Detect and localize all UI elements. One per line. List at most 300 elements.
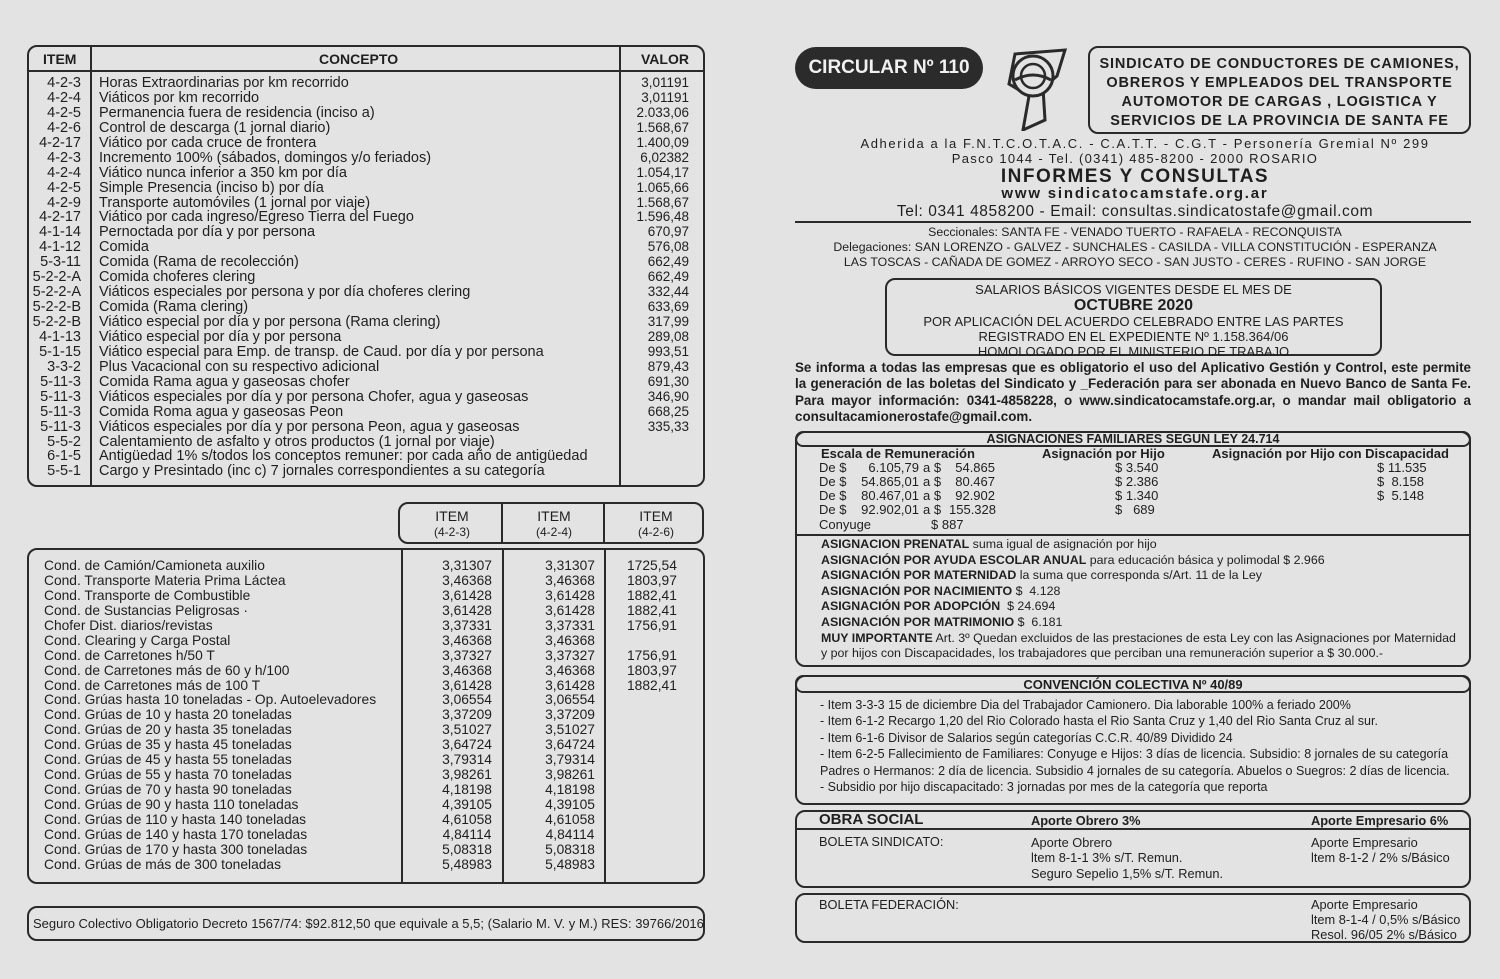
value-4-2-4: 3,64724	[545, 737, 595, 753]
item-concept: Viático especial para Emp. de transp. de Caud. por día y por persona	[99, 343, 544, 360]
table-row	[29, 828, 703, 843]
asignacion-line	[821, 584, 1060, 600]
seccionales-line: Seccionales: SANTA FE - VENADO TUERTO - RAFAELA - RECONQUISTA	[928, 225, 1342, 239]
asignacion-label: ASIGNACIÓN POR MATRIMONIO	[821, 615, 1015, 629]
value-4-2-6: 1756,91	[627, 617, 677, 633]
asignacion-line	[821, 615, 1062, 631]
item-concept: Viáticos especiales por día y por persona Peon, agua y gaseosas	[99, 418, 520, 435]
value-4-2-3: 3,79314	[442, 752, 492, 768]
table-row	[29, 315, 703, 330]
item-code: 5-5-2	[47, 433, 81, 450]
asignacion-text: la suma que corresponda s/Art. 11 de la Ley	[1016, 568, 1262, 583]
item-value: 1.596,48	[636, 209, 689, 225]
fed-line: Resol. 96/05 2% s/Básico	[1311, 927, 1457, 942]
obrero-line: Aporte Obrero	[1031, 835, 1113, 850]
item-concept: Cargo y Presintado (inc c) 7 jornales correspondientes a su categoría	[99, 463, 545, 480]
asignacion-line	[821, 537, 1157, 553]
asignacion-text: $ 6.181	[1014, 615, 1063, 629]
table-row	[29, 679, 703, 694]
table-row	[29, 693, 703, 708]
item-concept: Comida Rama agua y gaseosas chofer	[99, 373, 350, 390]
salarios-line: HOMOLOGADO POR EL MINISTERIO DE TRABAJO	[977, 344, 1290, 359]
item-value: 662,49	[647, 254, 689, 270]
item-code: 4-2-4	[47, 89, 81, 106]
item-concept: Comida (Rama clering)	[99, 299, 249, 316]
asignacion-label: ASIGNACIÓN POR MATERNIDAD	[821, 568, 1017, 583]
convencion-line: - Item 6-1-6 Divisor de Salarios según categorías C.C.R. 40/89 Dividido 24	[820, 730, 1233, 745]
item-concept: Viáticos especiales por persona y por día choferes clering	[99, 284, 471, 301]
fed-line: Aporte Empresario	[1311, 897, 1418, 912]
item-concept: Permanencia fuera de residencia (inciso a)	[99, 104, 375, 121]
table-row	[29, 464, 703, 479]
value-4-2-3: 3,98261	[442, 767, 492, 783]
col-disc: Asignación por Hijo con Discapacidad	[1212, 446, 1449, 461]
item-code: 5-11-3	[40, 418, 81, 435]
value-4-2-4: 3,46368	[545, 662, 595, 678]
table-row	[29, 559, 703, 574]
union-line: OBREROS Y EMPLEADOS DEL TRANSPORTE	[1106, 75, 1453, 91]
header-valor: VALOR	[641, 51, 689, 67]
item-concept: Comida Roma agua y gaseosas Peon	[99, 403, 344, 420]
conductor-category: Cond. Grúas de 35 y hasta 45 toneladas	[44, 737, 292, 753]
value-4-2-4: 3,37327	[545, 647, 595, 663]
aporte-obrero: Aporte Obrero 3%	[1031, 813, 1141, 828]
item-value: 332,44	[647, 284, 689, 300]
scale-a: a $	[923, 488, 942, 503]
website: www sindicatocamstafe.org.ar	[1001, 185, 1269, 202]
item-code: 4-2-3	[47, 75, 81, 91]
divider	[797, 828, 1469, 830]
cond-header-2: ITEM (4-2-4)	[535, 508, 572, 539]
conductor-category: Cond. Transporte Materia Prima Láctea	[44, 572, 286, 588]
salarios-line: SALARIOS BÁSICOS VIGENTES DESDE EL MES DE	[975, 282, 1292, 297]
table-row	[29, 151, 703, 166]
value-4-2-3: 3,46368	[442, 632, 492, 648]
table-row	[29, 405, 703, 420]
scale-hijo: $ 2.386	[1115, 474, 1159, 489]
value-4-2-6: 1882,41	[627, 602, 677, 618]
value-4-2-6: 1725,54	[627, 558, 677, 573]
item-code: 4-1-14	[39, 224, 81, 241]
conductor-category: Cond. Grúas de 45 y hasta 55 toneladas	[44, 752, 292, 768]
convencion-box	[795, 675, 1471, 805]
conductor-category: Cond. Grúas de 10 y hasta 20 toneladas	[44, 707, 292, 723]
salarios-line: REGISTRADO EN EL EXPEDIENTE Nº 1.158.364/06	[978, 329, 1289, 344]
value-4-2-3: 4,39105	[442, 797, 492, 812]
table-row	[29, 255, 703, 270]
table-row	[29, 360, 703, 375]
table-row	[29, 783, 703, 798]
value-4-2-3: 3,51027	[442, 722, 492, 738]
scale-from: 6.105,79	[868, 460, 919, 475]
scale-from: 54.865,01	[861, 474, 919, 489]
divider	[797, 534, 1469, 536]
conductor-category: Cond. Grúas hasta 10 toneladas - Op. Autoelevadores	[44, 692, 377, 708]
table-row	[29, 798, 703, 813]
conductor-category: Cond. Grúas de 55 y hasta 70 toneladas	[44, 767, 292, 783]
scale-hijo: $ 3.540	[1115, 460, 1159, 475]
boleta-sindicato: BOLETA SINDICATO:	[819, 834, 944, 849]
table-row	[29, 768, 703, 783]
table-row	[29, 285, 703, 300]
table-row	[29, 181, 703, 196]
circular-number: CIRCULAR Nº 110	[795, 47, 983, 89]
items-rows	[29, 76, 703, 479]
item-value: 3,01191	[641, 75, 689, 90]
asignacion-text: suma igual de asignación por hijo	[969, 537, 1157, 551]
value-4-2-4: 4,84114	[545, 826, 595, 842]
item-code: 5-11-3	[40, 388, 81, 405]
table-row	[29, 225, 703, 240]
item-concept: Comida choferes clering	[99, 269, 256, 286]
item-concept: Control de descarga (1 jornal diario)	[99, 119, 331, 136]
item-code: 5-5-1	[47, 463, 81, 480]
item-value: 662,49	[647, 269, 689, 285]
value-4-2-3: 3,06554	[442, 692, 492, 708]
item-concept: Calentamiento de asfalto y otros productos (1 jornal por viaje)	[99, 433, 495, 450]
conductor-category: Cond. Grúas de 20 y hasta 35 toneladas	[44, 722, 292, 738]
item-value: 993,51	[647, 343, 689, 359]
item-concept: Horas Extraordinarias por km recorrido	[99, 75, 349, 91]
value-4-2-3: 4,61058	[442, 811, 492, 827]
obrero-line: ltem 8-1-1 3% s/T. Remun.	[1031, 850, 1183, 865]
item-value: 1.065,66	[636, 179, 689, 195]
convencion-line: - Item 6-2-5 Fallecimiento de Familiares: Conyuge e Hijos: 3 días de licencia. Subsidio: 8 jornales de su categoría	[820, 747, 1449, 762]
aporte-empresario: Aporte Empresario 6%	[1311, 813, 1449, 828]
union-line: AUTOMOTOR DE CARGAS , LOGISTICA Y	[1121, 94, 1438, 110]
scale-de: De $	[819, 474, 847, 489]
item-value: 289,08	[647, 328, 689, 344]
delegaciones-line: LAS TOSCAS - CAÑADA DE GOMEZ - ARROYO SECO - SAN JUSTO - CERES - RUFINO - SAN JORGE	[843, 255, 1427, 269]
asignacion-label: ASIGNACIÓN POR ADOPCIÓN	[821, 599, 1001, 614]
table-row	[29, 76, 703, 91]
value-4-2-4: 3,61428	[545, 677, 595, 693]
scale-from: 92.902,01	[861, 502, 919, 517]
conductor-category: Chofer Dist. diarios/revistas	[44, 617, 213, 633]
table-row	[29, 723, 703, 738]
item-code: 4-2-17	[39, 134, 81, 151]
table-row	[29, 300, 703, 315]
value-4-2-4: 5,48983	[545, 856, 595, 872]
scale-a: a $	[923, 460, 942, 475]
scale-hijo: $ 689	[1115, 502, 1155, 517]
item-concept: Viático por cada ingreso/Egreso Tierra del Fuego	[99, 209, 414, 226]
asignaciones-title: ASIGNACIONES FAMILIARES SEGUN LEY 24.714	[795, 431, 1471, 447]
value-4-2-3: 3,37331	[442, 617, 492, 633]
fed-line: ltem 8-1-4 / 0,5% s/Básico	[1311, 912, 1461, 927]
item-code: 4-2-17	[39, 209, 81, 226]
table-row	[29, 634, 703, 649]
conductor-category: Cond. de Sustancias Peligrosas ·	[44, 602, 248, 618]
divider	[795, 221, 1471, 223]
obra-social-title: OBRA SOCIAL	[819, 811, 924, 828]
cond-rows	[29, 559, 703, 873]
value-4-2-4: 3,46368	[545, 572, 595, 588]
item-code: 4-1-13	[39, 328, 81, 345]
value-4-2-3: 4,18198	[442, 782, 492, 798]
value-4-2-4: 3,31307	[545, 558, 595, 573]
convencion-title: CONVENCIÓN COLECTIVA Nº 40/89	[795, 675, 1471, 693]
table-row	[29, 210, 703, 225]
scale-a: a $	[923, 502, 942, 517]
asignacion-label: ASIGNACIÓN POR NACIMIENTO	[821, 583, 1013, 598]
item-value: 1.400,09	[636, 134, 689, 150]
item-concept: Viático especial por día y por persona (Rama clering)	[99, 314, 441, 330]
salarios-box	[885, 278, 1382, 359]
value-4-2-3: 3,64724	[442, 737, 492, 753]
item-value: 633,69	[647, 299, 689, 315]
table-row	[29, 589, 703, 604]
table-row	[29, 345, 703, 360]
value-4-2-3: 5,48983	[442, 856, 492, 872]
salarios-line: POR APLICACIÓN DEL ACUERDO CELEBRADO ENTRE LAS PARTES	[923, 314, 1344, 329]
table-row	[29, 813, 703, 828]
item-value: 691,30	[647, 373, 689, 389]
col-escala: Escala de Remuneración	[821, 446, 975, 461]
value-4-2-6: 1803,97	[627, 572, 677, 588]
item-value: 2.033,06	[636, 104, 689, 120]
items-table-header	[29, 47, 703, 72]
item-value: 346,90	[647, 388, 689, 404]
item-value: 317,99	[647, 314, 689, 329]
boleta-federacion: BOLETA FEDERACIÓN:	[819, 897, 959, 912]
convencion-line: - Item 6-1-2 Recargo 1,20 del Rio Colorado hasta el Rio Santa Cruz y 1,40 del Rio Santa Cruz al sur.	[820, 714, 1378, 729]
value-4-2-6: 1803,97	[627, 662, 677, 678]
item-code: 5-2-2-B	[32, 299, 81, 316]
conductor-category: Cond. Grúas de más de 300 toneladas	[44, 856, 281, 872]
contact-line: Tel: 0341 4858200 - Email: consultas.sindicatostafe@gmail.com	[896, 203, 1374, 220]
scale-to: 92.902	[955, 488, 995, 503]
seguro-note: Seguro Colectivo Obligatorio Decreto 1567/74: $92.812,50 que equivale a 5,5; (Salario M. V. y M.) RES: 39766/2016	[27, 906, 705, 941]
asignacion-line	[821, 553, 1325, 569]
item-concept: Viáticos especiales por día y por persona Chofer, agua y gaseosas	[99, 388, 529, 405]
item-code: 5-2-2-A	[32, 269, 81, 286]
column-divider	[603, 504, 605, 542]
value-4-2-4: 3,37331	[545, 617, 595, 633]
delegaciones-line: Delegaciones: SAN LORENZO - GALVEZ - SUNCHALES - CASILDA - VILLA CONSTITUCIÓN - ESPERANZA	[833, 240, 1437, 254]
scale-de: De $	[819, 502, 847, 517]
col-hijo: Asignación por Hijo	[1042, 446, 1165, 461]
item-concept: Transporte automóviles (1 jornal por viaje)	[99, 194, 371, 211]
item-value: 1.568,67	[636, 119, 689, 135]
table-row	[29, 574, 703, 589]
value-4-2-4: 3,79314	[545, 752, 595, 768]
conductor-category: Cond. de Carretones más de 100 T	[44, 677, 261, 693]
item-concept: Incremento 100% (sábados, domingos y/o feriados)	[99, 149, 432, 166]
item-code: 6-1-5	[47, 448, 81, 465]
value-4-2-3: 3,31307	[442, 558, 492, 573]
table-row	[29, 664, 703, 679]
item-concept: Antigüedad 1% s/todos los conceptos remuner: por cada año de antigüedad	[99, 448, 588, 465]
value-4-2-4: 3,46368	[545, 632, 595, 648]
info-paragraph: Se informa a todas las empresas que es obligatorio el uso del Aplicativo Gestión y Control, este permite la generación de las boletas del Sindicato y _Federación para ser abonada en Nuevo Banco de Santa Fe. Para mayor información: 0341-4858228, o www.sindicatocamstafe.org.ar, o mandar mail obligatorio a consultacamionerostafe@gmail.com.	[795, 360, 1471, 424]
conductor-category: Cond. Grúas de 170 y hasta 300 toneladas	[44, 841, 308, 857]
table-row	[29, 166, 703, 181]
scale-from: 80.467,01	[861, 488, 919, 503]
header-item: ITEM	[43, 51, 77, 67]
table-row	[29, 858, 703, 873]
item-code: 4-2-9	[47, 194, 81, 211]
table-row	[29, 708, 703, 723]
value-4-2-3: 3,46368	[442, 662, 492, 678]
table-row	[29, 196, 703, 211]
scale-disc: $ 5.148	[1377, 488, 1424, 503]
item-concept: Pernoctada por día y por persona	[99, 224, 316, 241]
item-code: 3-3-2	[47, 358, 81, 375]
asignacion-text: y por hijos con Discapacidades, los trabajadores que perciban una remuneración superior a $ 30.000.-	[821, 646, 1384, 661]
obrero-line: Seguro Sepelio 1,5% s/T. Remun.	[1031, 866, 1224, 881]
item-code: 5-11-3	[40, 373, 81, 390]
address-line: Pasco 1044 - Tel. (0341) 485-8200 - 2000 ROSARIO	[951, 151, 1319, 166]
item-code: 5-1-15	[39, 343, 81, 360]
value-4-2-3: 3,37209	[442, 707, 492, 723]
conductor-category: Cond. Grúas de 70 y hasta 90 toneladas	[44, 782, 292, 798]
asignacion-text: $ 4.128	[1012, 583, 1061, 598]
item-value: 1.568,67	[636, 194, 689, 210]
table-row	[29, 449, 703, 464]
value-4-2-3: 5,08318	[442, 841, 492, 857]
value-4-2-6: 1882,41	[627, 677, 677, 693]
conyuge-value: $ 887	[931, 517, 964, 532]
value-4-2-4: 4,61058	[545, 811, 595, 827]
federacion-box	[795, 893, 1471, 943]
column-divider	[501, 504, 503, 542]
conductor-category: Cond. de Carretones h/50 T	[44, 647, 215, 663]
item-concept: Viáticos por km recorrido	[99, 89, 260, 106]
item-value: 1.054,17	[636, 164, 689, 180]
header-concepto: CONCEPTO	[319, 51, 399, 67]
value-4-2-4: 3,37209	[545, 707, 595, 723]
table-row	[29, 106, 703, 121]
item-value: 668,25	[647, 403, 689, 419]
value-4-2-4: 3,61428	[545, 602, 595, 618]
scale-disc: $ 8.158	[1377, 474, 1424, 489]
value-4-2-4: 3,06554	[545, 692, 595, 708]
scale-de: De $	[819, 488, 847, 503]
table-row	[29, 420, 703, 435]
value-4-2-3: 3,61428	[442, 587, 492, 603]
table-row	[29, 843, 703, 858]
scale-disc: $ 11.535	[1377, 460, 1427, 475]
item-code: 4-2-3	[47, 149, 81, 166]
value-4-2-3: 3,61428	[442, 602, 492, 618]
asignacion-line	[821, 631, 1456, 647]
item-code: 5-11-3	[40, 403, 81, 420]
value-4-2-4: 3,61428	[545, 587, 595, 603]
asignaciones-box	[795, 431, 1471, 667]
conductor-category: Cond. Grúas de 140 y hasta 170 toneladas	[44, 826, 308, 842]
convencion-line: - Subsidio por hijo discapacitado: 3 jornadas por mes de la categoría que reporta	[820, 780, 1268, 794]
cond-header-3: ITEM (4-2-6)	[637, 508, 674, 539]
item-code: 4-2-5	[47, 179, 81, 196]
value-4-2-3: 3,46368	[442, 572, 492, 588]
asignacion-text: Art. 3º Quedan excluidos de las prestaciones de esta Ley con las Asignaciones por Maternidad	[932, 630, 1456, 645]
conyuge-label: Conyuge	[819, 517, 872, 532]
item-code: 5-2-2-B	[32, 314, 81, 330]
table-row	[29, 330, 703, 345]
value-4-2-3: 4,84114	[442, 826, 492, 842]
scale-to: 155.328	[949, 502, 996, 517]
item-value: 3,01191	[641, 89, 689, 105]
conductor-category: Cond. de Camión/Camioneta auxilio	[44, 558, 265, 573]
informes-title: INFORMES Y CONSULTAS	[1000, 166, 1270, 187]
empresario-line: Aporte Empresario	[1311, 835, 1418, 850]
table-row	[29, 390, 703, 405]
scale-to: 80.467	[955, 474, 995, 489]
item-value: 670,97	[647, 224, 689, 240]
table-row	[29, 240, 703, 255]
table-row	[29, 753, 703, 768]
conductor-category: Cond. Transporte de Combustible	[44, 587, 251, 603]
scale-a: a $	[923, 474, 942, 489]
salarios-month: OCTUBRE 2020	[1073, 297, 1194, 314]
item-concept: Viático especial por día y por persona	[99, 328, 342, 345]
value-4-2-4: 3,98261	[545, 767, 595, 783]
asignacion-line	[821, 568, 1262, 584]
union-line: SERVICIOS DE LA PROVINCIA DE SANTA FE	[1110, 113, 1449, 129]
adherida-line: Adherida a la F.N.T.C.O.T.A.C. - C.A.T.T. - C.G.T - Personería Gremial Nº 299	[860, 136, 1430, 151]
union-name-box	[1088, 46, 1471, 134]
table-row	[29, 136, 703, 151]
asignacion-label: MUY IMPORTANTE	[821, 630, 933, 645]
table-row	[29, 375, 703, 390]
value-4-2-6: 1756,91	[627, 647, 677, 663]
item-concept: Comida	[99, 239, 149, 256]
convencion-line: Padres o Hermanos: 2 día de licencia. Subsidio 4 jornales de su categoría. Abuelos o Suegros: 2 días de licencia.	[820, 763, 1450, 778]
empresario-line: ltem 8-1-2 / 2% s/Básico	[1311, 850, 1450, 865]
asignacion-label: ASIGNACION PRENATAL	[821, 537, 970, 551]
value-4-2-4: 4,18198	[545, 782, 595, 798]
table-row	[29, 91, 703, 106]
asignacion-line	[821, 599, 1055, 615]
union-line: SINDICATO DE CONDUCTORES DE CAMIONES,	[1099, 56, 1460, 72]
item-value: 335,33	[647, 418, 689, 434]
conductor-category: Cond. Grúas de 90 y hasta 110 toneladas	[44, 797, 299, 812]
scale-hijo: $ 1.340	[1115, 488, 1159, 503]
item-concept: Comida (Rama de recolección)	[99, 254, 299, 271]
cond-table-header	[398, 502, 704, 544]
asignacion-text: $ 24.694	[1000, 599, 1056, 614]
table-row	[29, 619, 703, 634]
value-4-2-4: 5,08318	[545, 841, 595, 857]
table-row	[29, 738, 703, 753]
asignacion-line	[821, 646, 1383, 662]
value-4-2-6: 1882,41	[627, 587, 677, 603]
value-4-2-3: 3,37327	[442, 647, 492, 663]
cond-table	[27, 548, 705, 884]
asignacion-label: ASIGNACIÓN POR AYUDA ESCOLAR ANUAL	[821, 552, 1087, 567]
table-row	[29, 604, 703, 619]
cond-header-1: ITEM (4-2-3)	[433, 508, 470, 539]
item-value: 576,08	[647, 239, 689, 255]
obra-social-box	[795, 810, 1471, 888]
items-table	[27, 45, 705, 487]
value-4-2-3: 3,61428	[442, 677, 492, 693]
item-code: 5-2-2-A	[32, 284, 81, 301]
scale-de: De $	[819, 460, 847, 475]
conductor-category: Cond. de Carretones más de 60 y h/100	[44, 662, 290, 678]
item-code: 4-1-12	[39, 239, 81, 256]
table-row	[29, 649, 703, 664]
conductor-category: Cond. Grúas de 110 y hasta 140 toneladas	[44, 811, 307, 827]
steering-wheel-logo-icon	[993, 46, 1073, 131]
asignacion-text: para educación básica y polimodal $ 2.966	[1086, 552, 1325, 567]
value-4-2-4: 4,39105	[545, 797, 595, 812]
item-code: 5-3-11	[40, 254, 81, 271]
table-row	[29, 270, 703, 285]
item-code: 4-2-4	[47, 164, 81, 181]
value-4-2-4: 3,51027	[545, 722, 595, 738]
